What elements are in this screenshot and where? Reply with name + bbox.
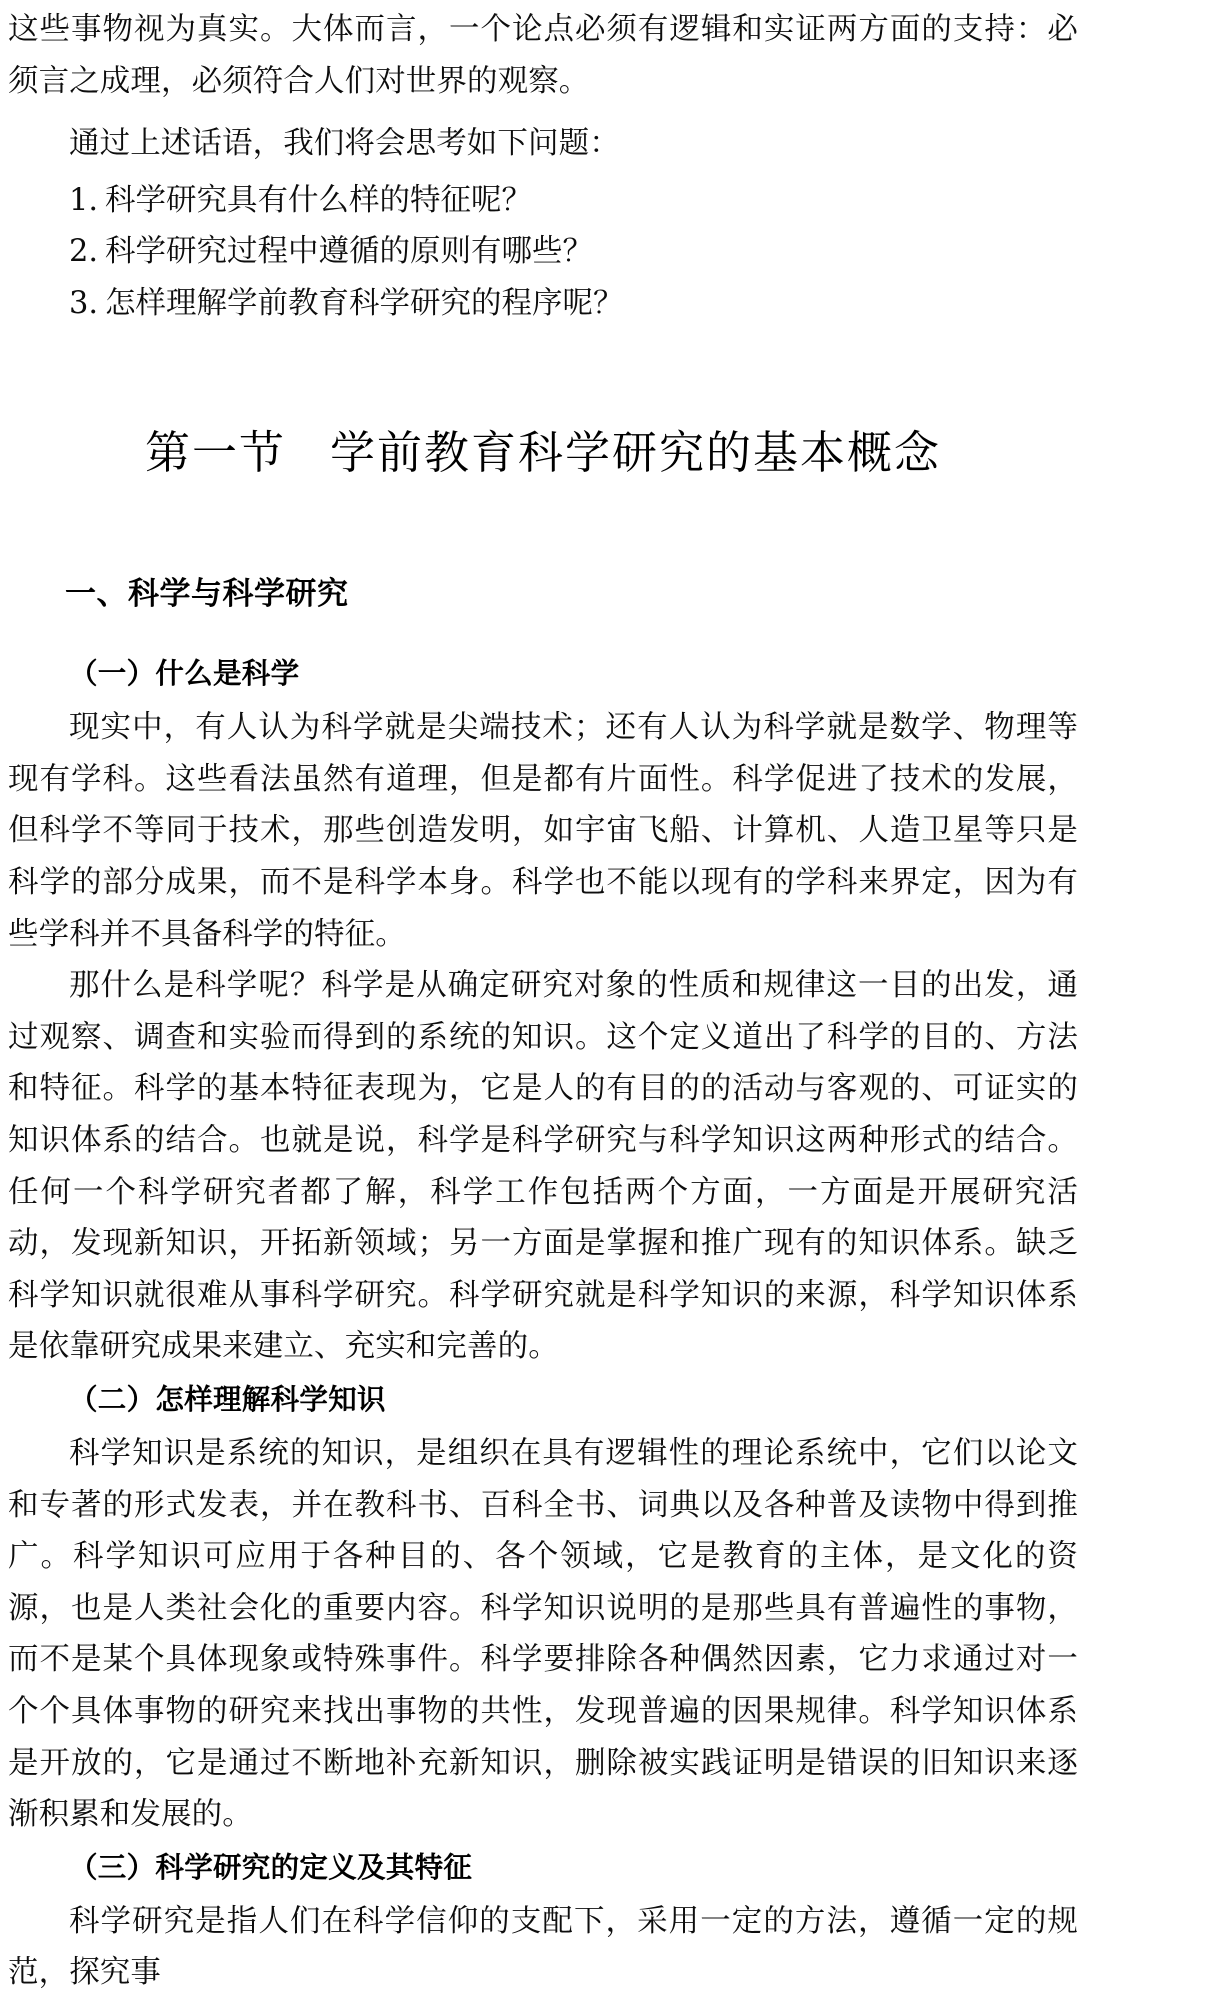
subsection-block-3: [8, 1849, 1078, 1999]
question-text: 科学研究具有什么样的特征呢？: [105, 182, 532, 218]
lead-paragraph: 这些事物视为真实。大体而言，一个论点必须有逻辑和实证两方面的支持：必须言之成理，必须符合人们对世界的观察。: [8, 12, 1078, 99]
question-number: 3.: [69, 285, 99, 321]
heading-subsection-2: （二）怎样理解科学知识: [69, 1383, 386, 1416]
body-paragraph: 现实中，有人认为科学就是尖端技术；还有人认为科学就是数学、物理等现有学科。这些看法虽然有道理，但是都有片面性。科学促进了技术的发展，但科学不等同于技术，那些创造发明，如宇宙飞船、计算机、人造卫星等只是科学的部分成果，而不是科学本身。科学也不能以现有的学科来界定，因为有些学科并不具备科学的特征。: [8, 710, 1078, 952]
list-item: [8, 278, 1078, 330]
section-title-block: [8, 425, 1078, 481]
heading-level1-block: [8, 574, 1078, 614]
top-continuation-block: [8, 0, 1078, 329]
question-number: 2.: [69, 234, 99, 270]
section-title-text: 学前教育科学研究的基本概念: [330, 426, 942, 480]
list-item: [8, 175, 1078, 227]
question-number: 1.: [69, 182, 99, 218]
body-paragraph: 科学知识是系统的知识，是组织在具有逻辑性的理论系统中，它们以论文和专著的形式发表，并在教科书、百科全书、词典以及各种普及读物中得到推广。科学知识可应用于各种目的、各个领域，它是教育的主体，是文化的资源，也是人类社会化的重要内容。科学知识说明的是那些具有普遍性的事物，而不是某个具体现象或特殊事件。科学要排除各种偶然因素，它力求通过对一个个具体事物的研究来找出事物的共性，发现普遍的因果规律。科学知识体系是开放的，它是通过不断地补充新知识，删除被实践证明是错误的旧知识来逐渐积累和发展的。: [8, 1436, 1078, 1833]
question-intro-paragraph: 通过上述话语，我们将会思考如下问题：: [69, 126, 620, 162]
subsection-block-2: [8, 1381, 1078, 1841]
heading-subsection-3: （三）科学研究的定义及其特征: [69, 1850, 473, 1884]
subsection-block-1: [8, 655, 1078, 1373]
body-paragraph: 科学研究是指人们在科学信仰的支配下，采用一定的方法，遵循一定的规范，探究事: [8, 1903, 1078, 1991]
section-label: 第一节: [144, 426, 286, 480]
page-content: [8, 0, 1078, 1999]
question-list: [8, 175, 1078, 330]
body-paragraph: 那什么是科学呢？科学是从确定研究对象的性质和规律这一目的出发，通过观察、调查和实验而得到的系统的知识。这个定义道出了科学的目的、方法和特征。科学的基本特征表现为，它是人的有目的的活动与客观的、可证实的知识体系的结合。也就是说，科学是科学研究与科学知识这两种形式的结合。任何一个科学研究者都了解，科学工作包括两个方面，一方面是开展研究活动，发现新知识，开拓新领域；另一方面是掌握和推广现有的知识体系。缺乏科学知识就很难从事科学研究。科学研究就是科学知识的来源，科学知识体系是依靠研究成果来建立、充实和完善的。: [8, 968, 1078, 1365]
heading-subsection-1: （一）什么是科学: [69, 657, 300, 691]
page-title: [8, 425, 1078, 481]
question-text: 科学研究过程中遵循的原则有哪些？: [105, 234, 593, 270]
list-item: [8, 226, 1078, 278]
question-text: 怎样理解学前教育科学研究的程序呢？: [105, 285, 624, 321]
heading-level1: 一、科学与科学研究: [65, 576, 349, 613]
